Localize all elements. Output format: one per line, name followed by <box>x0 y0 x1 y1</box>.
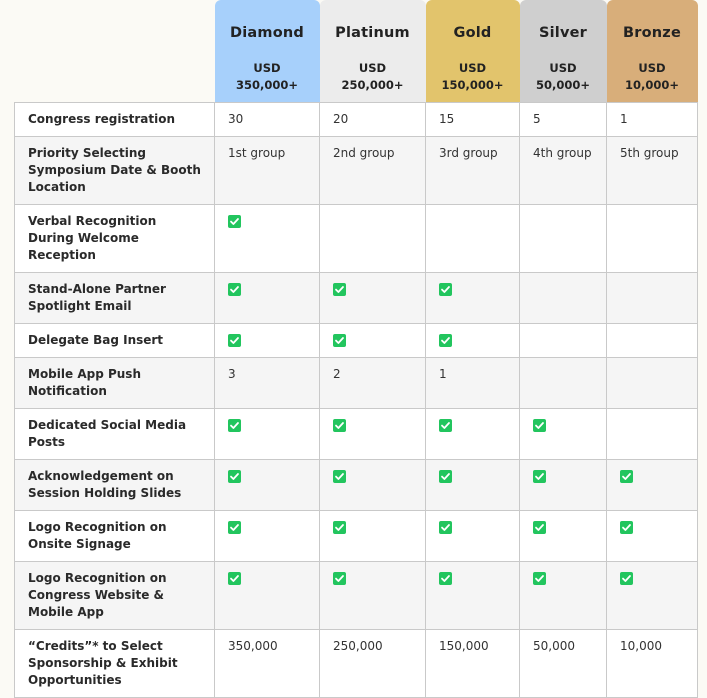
table-cell <box>520 102 607 136</box>
table-row <box>15 102 698 136</box>
feature-label: Verbal Recognition During Welcome Reception <box>15 204 215 272</box>
cell-value: 50,000 <box>533 638 575 653</box>
table-cell <box>320 272 426 323</box>
check-icon <box>439 419 452 432</box>
table-cell <box>320 102 426 136</box>
table-cell <box>520 272 607 323</box>
check-icon <box>533 470 546 483</box>
table-cell <box>215 408 320 459</box>
tier-name: Gold <box>453 25 492 41</box>
table-cell <box>607 459 698 510</box>
header-corner <box>15 0 215 102</box>
cell-value: 2 <box>333 366 341 381</box>
check-icon <box>439 521 452 534</box>
table-cell <box>426 510 520 561</box>
cell-value: 1st group <box>228 145 286 160</box>
cell-value: 2nd group <box>333 145 395 160</box>
table-cell <box>520 408 607 459</box>
check-icon <box>228 334 241 347</box>
sponsorship-tiers-table <box>14 0 698 698</box>
check-icon <box>228 470 241 483</box>
check-icon <box>228 283 241 296</box>
tier-header-diamond <box>215 0 320 102</box>
table-cell <box>426 357 520 408</box>
cell-value: 250,000 <box>333 638 383 653</box>
check-icon <box>228 419 241 432</box>
table-cell <box>215 323 320 357</box>
check-icon <box>333 521 346 534</box>
cell-value: 5 <box>533 111 541 126</box>
table-cell <box>426 459 520 510</box>
table-row <box>15 629 698 697</box>
tier-header-silver <box>520 0 607 102</box>
table-cell <box>320 459 426 510</box>
cell-value: 30 <box>228 111 244 126</box>
check-icon <box>228 215 241 228</box>
tier-name: Silver <box>538 25 588 41</box>
table-cell <box>607 102 698 136</box>
tier-header-bronze <box>607 0 698 102</box>
table-cell <box>320 408 426 459</box>
tier-amount: 10,000+ <box>624 78 679 92</box>
tier-header-row <box>15 0 698 102</box>
table-cell <box>520 561 607 629</box>
table-cell <box>320 136 426 204</box>
table-cell <box>320 510 426 561</box>
tier-currency: USD <box>358 61 387 75</box>
table-cell <box>607 629 698 697</box>
cell-value: 3rd group <box>439 145 498 160</box>
check-icon <box>620 470 633 483</box>
tier-name: Platinum <box>335 25 410 41</box>
tier-amount: 350,000+ <box>235 78 298 92</box>
table-cell <box>215 204 320 272</box>
tier-header-platinum <box>320 0 426 102</box>
check-icon <box>333 283 346 296</box>
tier-currency: USD <box>458 61 487 75</box>
feature-label: Delegate Bag Insert <box>15 323 215 357</box>
feature-label: Mobile App Push Notification <box>15 357 215 408</box>
table-cell <box>215 272 320 323</box>
check-icon <box>228 521 241 534</box>
table-cell <box>520 459 607 510</box>
tier-currency: USD <box>638 61 666 75</box>
check-icon <box>228 572 241 585</box>
table-cell <box>520 136 607 204</box>
tier-name: Bronze <box>623 25 681 41</box>
tier-currency: USD <box>549 61 577 75</box>
table-cell <box>607 272 698 323</box>
cell-value: 1 <box>439 366 447 381</box>
feature-label: Priority Selecting Symposium Date & Booth Location <box>15 136 215 204</box>
check-icon <box>533 572 546 585</box>
check-icon <box>533 419 546 432</box>
feature-label: “Credits”* to Select Sponsorship & Exhibit Opportunities <box>15 629 215 697</box>
cell-value: 5th group <box>620 145 679 160</box>
table-row <box>15 459 698 510</box>
table-cell <box>215 510 320 561</box>
table-cell <box>215 136 320 204</box>
feature-label: Dedicated Social Media Posts <box>15 408 215 459</box>
tier-amount: 150,000+ <box>441 78 504 92</box>
table-row <box>15 357 698 408</box>
table-cell <box>320 561 426 629</box>
check-icon <box>333 572 346 585</box>
check-icon <box>620 521 633 534</box>
table-cell <box>520 323 607 357</box>
cell-value: 4th group <box>533 145 592 160</box>
cell-value: 350,000 <box>228 638 278 653</box>
check-icon <box>439 283 452 296</box>
table-cell <box>320 629 426 697</box>
check-icon <box>439 334 452 347</box>
table-cell <box>520 629 607 697</box>
table-cell <box>607 510 698 561</box>
table-cell <box>426 102 520 136</box>
table-cell <box>607 357 698 408</box>
table-cell <box>426 408 520 459</box>
table-cell <box>426 323 520 357</box>
table-row <box>15 204 698 272</box>
table-cell <box>426 272 520 323</box>
feature-label: Logo Recognition on Congress Website & Mobile App <box>15 561 215 629</box>
cell-value: 150,000 <box>439 638 489 653</box>
table-cell <box>215 357 320 408</box>
feature-label: Stand-Alone Partner Spotlight Email <box>15 272 215 323</box>
sponsorship-table-container <box>14 0 698 698</box>
check-icon <box>533 521 546 534</box>
table-cell <box>215 102 320 136</box>
tier-amount: 50,000+ <box>535 78 590 92</box>
table-row <box>15 323 698 357</box>
cell-value: 3 <box>228 366 236 381</box>
tier-header-gold <box>426 0 520 102</box>
table-cell <box>320 204 426 272</box>
table-cell <box>215 459 320 510</box>
table-cell <box>607 136 698 204</box>
cell-value: 15 <box>439 111 455 126</box>
table-cell <box>426 204 520 272</box>
table-cell <box>320 323 426 357</box>
table-cell <box>607 408 698 459</box>
table-row <box>15 510 698 561</box>
table-cell <box>426 629 520 697</box>
tier-currency: USD <box>253 61 281 75</box>
table-row <box>15 272 698 323</box>
table-cell <box>607 561 698 629</box>
table-cell <box>520 357 607 408</box>
table-row <box>15 136 698 204</box>
table-cell <box>520 510 607 561</box>
feature-label: Acknowledgement on Session Holding Slides <box>15 459 215 510</box>
feature-label: Congress registration <box>15 102 215 136</box>
benefits-body <box>15 102 698 697</box>
tier-amount: 250,000+ <box>341 78 404 92</box>
check-icon <box>620 572 633 585</box>
cell-value: 1 <box>620 111 628 126</box>
table-cell <box>215 629 320 697</box>
table-cell <box>520 204 607 272</box>
check-icon <box>333 334 346 347</box>
table-cell <box>426 561 520 629</box>
check-icon <box>333 419 346 432</box>
table-cell <box>426 136 520 204</box>
check-icon <box>439 470 452 483</box>
table-row <box>15 408 698 459</box>
cell-value: 10,000 <box>620 638 662 653</box>
table-cell <box>607 204 698 272</box>
check-icon <box>439 572 452 585</box>
check-icon <box>333 470 346 483</box>
table-cell <box>320 357 426 408</box>
tier-name: Diamond <box>230 25 304 41</box>
cell-value: 20 <box>333 111 349 126</box>
table-row <box>15 561 698 629</box>
table-cell <box>215 561 320 629</box>
table-cell <box>607 323 698 357</box>
feature-label: Logo Recognition on Onsite Signage <box>15 510 215 561</box>
